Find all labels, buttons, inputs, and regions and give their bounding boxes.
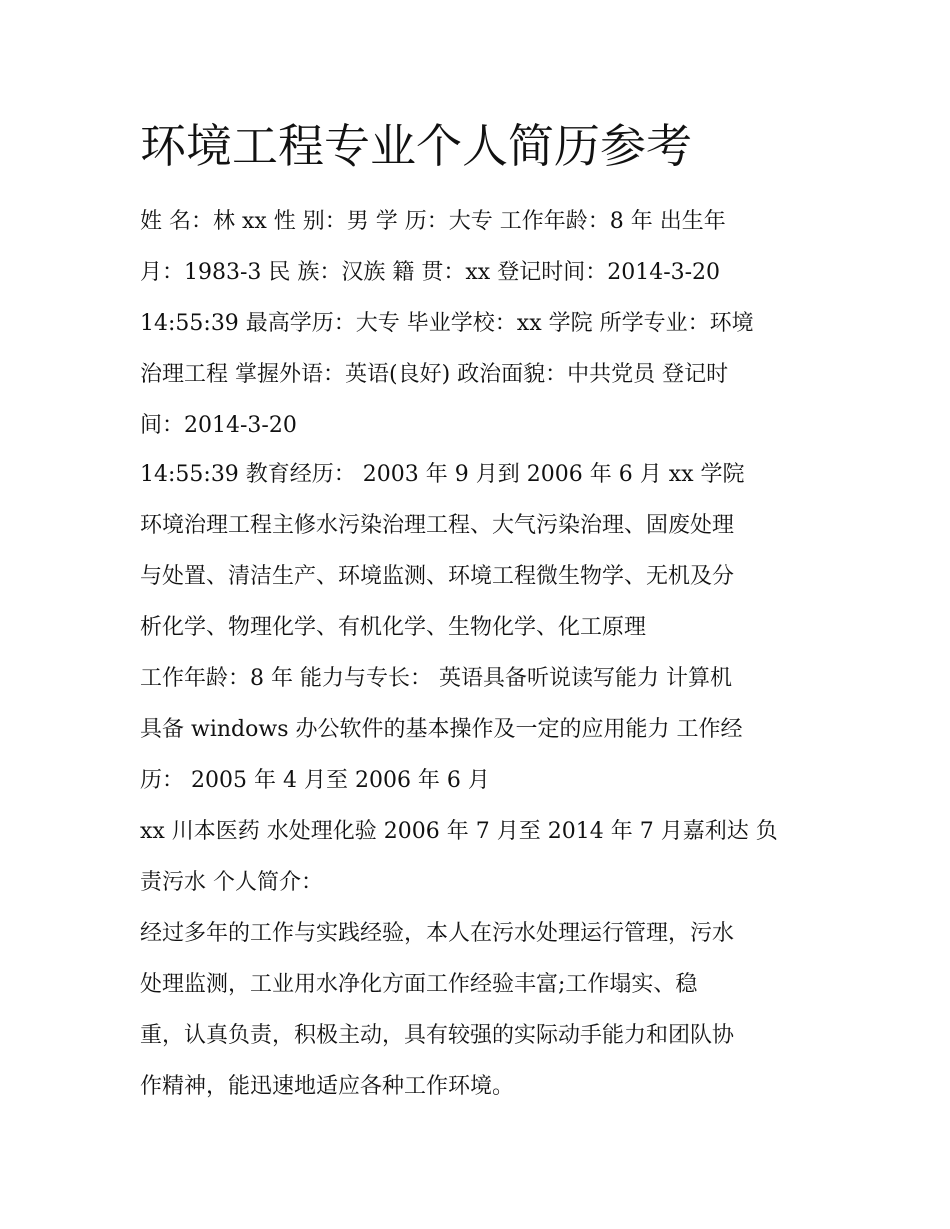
body-line: 析化学、物理化学、有机化学、生物化学、化工原理 — [140, 615, 647, 640]
body-line: 治理工程 掌握外语：英语(良好) 政治面貌：中共党员 登记时 — [140, 362, 729, 387]
body-line: 经过多年的工作与实践经验，本人在污水处理运行管理，污水 — [140, 921, 735, 946]
body-line: 责污水 个人简介： — [140, 870, 323, 895]
body-line: 14:55:39 教育经历： 2003 年 9 月到 2006 年 6 月 xx 学院 — [140, 462, 745, 487]
body-line: 历： 2005 年 4 月至 2006 年 6 月 — [140, 768, 490, 793]
body-line: 重，认真负责，积极主动，具有较强的实际动手能力和团队协 — [140, 1023, 735, 1048]
body-line: 环境治理工程主修水污染治理工程、大气污染治理、固废处理 — [140, 513, 735, 538]
body-line: xx 川本医药 水处理化验 2006 年 7 月至 2014 年 7 月嘉利达 负 — [140, 819, 778, 844]
body-line: 与处置、清洁生产、环境监测、环境工程微生物学、无机及分 — [140, 564, 735, 589]
body-line: 姓 名：林 xx 性 别：男 学 历：大专 工作年龄：8 年 出生年 — [140, 209, 726, 234]
body-line: 14:55:39 最高学历：大专 毕业学校：xx 学院 所学专业：环境 — [140, 311, 754, 336]
body-line: 处理监测，工业用水净化方面工作经验丰富;工作塌实、稳 — [140, 972, 698, 997]
body-line: 月：1983-3 民 族：汉族 籍 贯：xx 登记时间：2014-3-20 — [140, 260, 721, 285]
body-line: 工作年龄：8 年 能力与专长： 英语具备听说读写能力 计算机 — [140, 666, 732, 691]
body-line: 间：2014-3-20 — [140, 413, 297, 438]
body-line: 具备 windows 办公软件的基本操作及一定的应用能力 工作经 — [140, 717, 743, 742]
body-line: 作精神，能迅速地适应各种工作环境。 — [140, 1074, 515, 1099]
page-title: 环境工程专业个人简历参考 — [140, 119, 692, 173]
